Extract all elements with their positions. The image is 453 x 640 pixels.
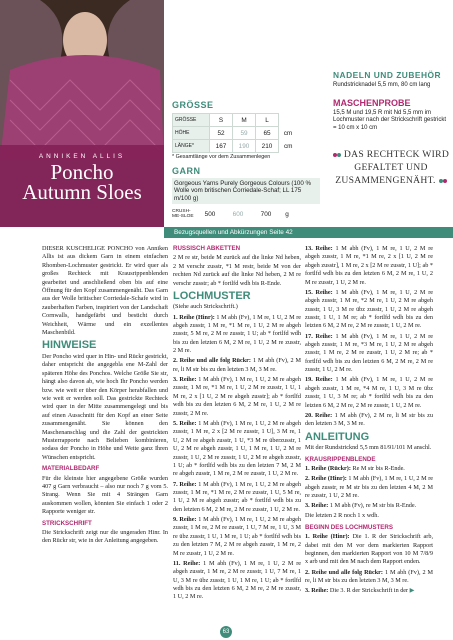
table-cell: LÄNGE* — [173, 140, 210, 153]
quote-dot — [337, 153, 341, 157]
anleitung-text: Mit der Rundstricknd 5,5 mm 81/91/101 M anschl. — [305, 444, 432, 452]
list-item: 3. Reihe: 1 M abh (Fv), 1 M re, 1 U, 2 M re abgeh zusstr, 1 M re, *1 M re, 1 U, 2 M re zusstr, 1 U, 1 M re, 2 x [1 U, 2 M re abgeh zusstr]; ab * fortlfd wdh bis zu den letzten 6 M, 2 M re, 1 U, 2 M re zusstr, 2 M re. — [173, 376, 302, 417]
needles-heading: NADELN UND ZUBEHÖR — [333, 70, 442, 80]
list-item: 19. Reihe: 1 M abh (Fv), 1 M re, 1 U, 2 M re abgeh zusstr, 1 M re, *4 M re, 1 U, 3 M re übz zusstr, 1 U, 3 M re; ab * fortlfd wdh bis zu den letzten 6 M, 2 M re, 2 M re zusstr, 1 U, 2 M re. — [305, 376, 434, 409]
table-header-cell: L — [256, 114, 279, 127]
krausrippen-note: Die letzten 2 R noch 1 x wdh. — [305, 512, 379, 520]
yarn-amount: 600 — [232, 210, 244, 218]
yarn-color-label: CRUSH-ME-SLOE — [172, 208, 194, 219]
table-row — [173, 140, 298, 153]
list-item: 5. Reihe: 1 M abh (Fv), 1 M re, 1 U, 2 M re abgeh zusstr, 1 M re, 2 x [2 M re zusstr, 1 U], 3 M re, 1 U, 2 M re abgeh zusstr, 1 U, *3 M re überzusstr, 1 U, 2 M re abgeh zusstr, 1 U, 1 M re, 1 U, 2 M re zusstr, 1 U, 2 M re zusstr, 1 U, 2 M re abgeh zusstr, 1 U; ab * fortlfd wdh bis zu den letzten 7 M, 2 M re abgeh zusstr, 1 M re, 2 M re zusstr, 1 U, 2 M re. — [173, 419, 302, 478]
title-line-2: Autumn Sloes — [22, 180, 142, 204]
title-box — [0, 145, 164, 227]
column-1 — [42, 245, 168, 548]
list-item: 1. Reihe (Rückr): Re M str bis R-Ende. — [305, 464, 405, 472]
list-item: 11. Reihe: 1 M abh (Fv), 1 M re, 1 U, 2 M re abgeh zusstr, 1 M re, 2 M re zusstr, 1 U, 7 M re, 1 U, 3 M re übz zusstr, 1 U, 1 M re, 1 U; ab * fortlfd wdh bis zu den letzten 6 M, 2 M re, 2 M re zusstr, 1 U, 2 M re. — [173, 559, 302, 601]
list-item: 7. Reihe: 1 M abh (Fv), 1 M re, 1 U, 2 M re abgeh zusstr, 1 M re, *1 M re, 2 M re zusstr, 1 U, 5 M re, 1 U, 2 M re abgeh zusstr; ab * fortlfd wdh bis zu den letzten 6 M, 2 M re, 2 M re zusstr, 1 U, 2 M re. — [173, 480, 302, 513]
hinweise-heading: HINWEISE — [42, 339, 97, 352]
table-cell: 65 — [256, 127, 279, 140]
materialbedarf-heading: MATERIALBEDARF — [42, 465, 100, 473]
strickschrift-heading: STRICKSCHRIFT — [42, 519, 92, 527]
yarn-heading: GARN — [172, 166, 201, 176]
list-item: 9. Reihe: 1 M abh (Fv), 1 M re, 1 U, 2 M re abgeh zusstr, 1 M re, 2 M re zusstr, 1 U, 7 M re, 1 U, 3 M re übz zusstr, 1 U, 1 M re, 1 U; ab * fortlfd wdh bis zu den letzten 7 M, 2 M re abgeh zusstr, 1 M re, 2 M re zusstr, 1 U, 2 M re. — [173, 515, 302, 557]
list-item: 15. Reihe: 1 M abh (Fv), 1 M re, 1 U, 2 M re abgeh zusstr, 1 M re, *2 M re, 1 U, 2 M re abgeh zusstr, 1 U, 3 M re übz zusstr, 1 U, 2 M re abgeh zusstr, 1 U, 1 M re; ab * fortlfd wdh bis zu den letzten 6 M, 2 M re, 2 M re zusstr, 1 U, 2 M re. — [305, 288, 434, 330]
beginn-heading: BEGINN DES LOCHMUSTERS — [305, 523, 394, 531]
list-item: 1. Reihe (Hinr): Die 1. R der Strickschrift arb, dabei mit den M vor dem markierten Rapport beginnen, den markierten Rapport von 10 M 7/8/9 x arb und mit den M nach dem Rapport enden. — [305, 533, 434, 566]
list-item: 2. Reihe (Hinr): 1 M abh (Fv), 1 M re, 1 U, 2 M re abgeh zusstr, re M str bis zu den letzten 4 M, 2 M re zusstr, 1 U, 2 M re. — [305, 475, 433, 499]
anleitung-heading: ANLEITUNG — [305, 430, 370, 443]
table-cell: cm — [283, 129, 293, 137]
title-line-1: Poncho — [50, 160, 114, 184]
table-row — [173, 114, 298, 127]
intro-paragraph: DIESER KUSCHELIGE PONCHO von Anniken Allis ist aus dickem Garn in einem einfachen Rhomben-Lochmuster gestrickt. Er wird quer als großes Rechteck mit Krausrippenblenden gearbeitet und anschließend oben bis auf eine Öffnung für den Kopf zusammengenäht. Das Garn aus der Wolle britischer Corriedale-Schafe wird in zauberhaften Farben, inspiriert von der Landschaft Cornwalls, handgefärbt und besticht durch Weichheit, Wärme und ein exzellentes Maschenbild. — [42, 245, 168, 337]
pull-quote — [331, 148, 451, 187]
yarn-description: Gorgeous Yarns Purely Gorgeous Colours (100 % Wolle vom britischen Corriedale-Schaf; LL 175 m/100 g) — [172, 178, 320, 204]
list-item: 13. Reihe: 1 M abh (Fv), 1 M re, 1 U, 2 M re abgeh zusstr, 1 M re, *1 M re, 2 x [1 U, 2 M re abgeh zusstr], 1 M re, 2 x [2 M re zusstr, 1 U]; ab * fortlfd wdh bis zu den letzten 6 M, 2 M re, 1 U, 2 M re zusstr, 1 U, 2 M re. — [305, 245, 434, 286]
russisch-heading: RUSSISCH ABKETTEN — [173, 245, 241, 252]
list-item: 3. Reihe: 1 M abh (Fv), re M str bis R-Ende. — [305, 502, 417, 510]
table-cell: 167 — [210, 140, 233, 153]
list-item: 20. Reihe: 1 M abh (Fv), 2 M re, li M str bis zu den letzten 3 M, 3 M re. — [305, 411, 434, 428]
gauge-heading: MASCHENPROBE — [333, 98, 411, 108]
table-cell: 52 — [210, 127, 233, 140]
yarn-unit: g — [285, 210, 289, 218]
sources-banner: Bezugsquellen und Abkürzungen Seite 42 — [164, 227, 453, 238]
sizes-table — [172, 113, 298, 153]
table-header-cell: S — [210, 114, 233, 127]
list-item: 3. Reihe: Die 3. R der Strickschrift in der ▶ — [305, 587, 415, 595]
table-cell: HÖHE — [173, 127, 210, 140]
list-item: 1. Reihe (Hinr): 1 M abh (Fv), 1 M re, 1 U, 2 M re abgeh zusstr, 1 M re, *1 M re, 1 U, 2 M re abgeh zusstr, 5 M re, 2 M re zusstr, 1 U; ab * fortlfd wdh bis zu den letzten 6 M, 2 M re, 1 U, 2 M re zusstr, 2 M re. — [173, 313, 301, 355]
column-2 — [173, 245, 301, 604]
table-cell: 190 — [233, 140, 256, 153]
quote-text: DAS RECHTECK WIRD GEFALTET UND ZUSAMMENGENÄHT. — [335, 149, 450, 186]
table-header-cell: M — [233, 114, 256, 127]
materialbedarf-text: Für die kleinste hier angegebene Größe wurden 407 g Garn verbraucht – also nur noch 7 g vom 5. Strang. Wenn Sie mit 4 Strängen Garn auskommen wollen, könnten Sie einfach 1 oder 2 Rapporte weniger str. — [42, 474, 168, 516]
strickschrift-text: Die Strickschrift zeigt nur die ungeraden Hinr. In den Rückr str, wie in der Anleitung angegeben. — [42, 529, 168, 545]
gauge-text: 15,5 M und 19,5 R mit Nd 5,5 mm im Lochmuster nach der Strickschrift gestrickt = 10 cm x 10 cm — [333, 110, 447, 131]
table-cell: 210 — [256, 140, 279, 153]
krausrippen-heading: KRAUSRIPPENBLENDE — [305, 455, 376, 463]
table-row — [173, 127, 298, 140]
quote-dot — [443, 179, 447, 183]
designer-name: ANNIKEN ALLIS — [38, 153, 126, 160]
table-header-cell: GRÖSSE — [173, 114, 210, 127]
russisch-text: 2 M re str, beide M zurück auf die linke Nd heben, 2 M verschr zusstr, *1 M restr, beide M von der rechten Nd zurück auf die linke Nd heben, 2 M re verschr zusstr; ab * fortlfd wdh bis R-Ende. — [173, 254, 301, 287]
sizes-footnote: * Gesamtlänge vor dem Zusammenlegen — [172, 154, 271, 160]
yarn-quantity-row — [172, 205, 318, 223]
table-cell: cm — [283, 142, 293, 150]
list-item: 2. Reihe und alle folg Rückr: 1 M abh (Fv), 2 M re, li M str bis zu den letzten 3 M, 3 M re. — [305, 568, 434, 584]
hinweise-text: Der Poncho wird quer in Hin- und Rückr gestrickt, daher entspricht die angegebla ene M-Zahl der späteren Höhe des Ponchos. Welche Größe Sie str, hängt also davon ab, wie hoch Ihr Poncho werden bzw. wie weit er über den Körper herabfallen und wie weit er werden soll. Das gestrickte Rechteck wird quer in der Mitte zusammengelegt und bis auf einen Ausschnitt für den Kopf an einer Seite zusammengenäht. Sie können den Maschenanschlag und die Zahl der gestrickten Musterrapporte nach Belieben kombinieren, sodass der Poncho in Höhe und Weite ganz Ihren Wünschen entspricht. — [42, 352, 168, 461]
sizes-heading: GRÖSSE — [172, 100, 214, 110]
yarn-amount: 500 — [204, 210, 216, 218]
column-3 — [305, 245, 433, 597]
lochmuster-heading: LOCHMUSTER — [173, 290, 251, 303]
yarn-amount: 700 — [260, 210, 272, 218]
list-item: 17. Reihe: 1 M abh (Fv), 1 M re, 1 U, 2 M re abgeh zusstr, 1 M re, *3 M re, 1 U, 2 M re abgeh zusstr, 1 M re, 2 M re zusstr, 1 U, 2 M re; ab * fortlfd wdh bis zu den letzten 6 M, 2 M re, 2 M re zusstr, 1 U, 2 M re. — [305, 332, 434, 374]
page-title — [0, 162, 164, 202]
list-item: 2. Reihe und alle folg Rückr: 1 M abh (Fv), 2 M re, li M str bis zu den letzten 3 M, 3 M re. — [173, 357, 302, 373]
page-number: 63 — [220, 626, 232, 638]
lochmuster-subtitle: (Siehe auch Strickschrift.) — [173, 303, 238, 311]
needles-text: Rundstricknadel 5,5 mm, 80 cm lang — [333, 82, 431, 88]
table-cell: 59 — [233, 127, 256, 140]
continue-arrow-icon: ▶ — [409, 587, 415, 595]
